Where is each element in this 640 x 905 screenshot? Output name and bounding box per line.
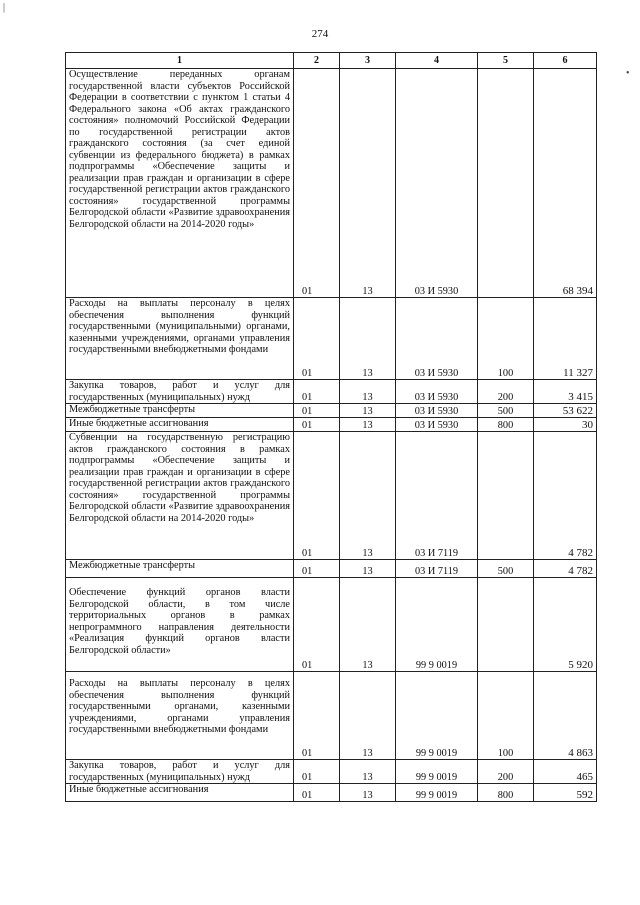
cell-target-article: 03 И 5930 [396, 418, 478, 432]
cell-amount: 53 622 [534, 404, 597, 418]
cell-expense-type [478, 432, 534, 560]
column-header: 5 [478, 53, 534, 69]
cell-expense-type: 500 [478, 404, 534, 418]
cell-name: Закупка товаров, работ и услуг для государственных (муниципальных) нужд [66, 760, 294, 784]
cell-subsection: 13 [340, 672, 396, 760]
table-row [66, 69, 597, 298]
cell-name: Осуществление переданных органам государственной власти субъектов Российской Федерации в соответствии с пунктом 1 статьи 4 Федерального закона «Об актах гражданского состояния» полномочий Российской Федерации по государственной регистрации актов гражданского состояния (за счет единой субвенции из федерального бюджета) в рамках подпрограммы «Обеспечение защиты и реализации прав граждан и организации в сфере государственной регистрации актов гражданского состояния» государственной программы Белгородской области «Развитие здравоохранения Белгородской области на 2014-2020 годы» [66, 69, 294, 298]
cell-name: Иные бюджетные ассигнования [66, 418, 294, 432]
table-row [66, 298, 597, 380]
cell-subsection: 13 [340, 784, 396, 802]
cell-section: 01 [294, 560, 340, 578]
column-header: 6 [534, 53, 597, 69]
cell-expense-type: 100 [478, 672, 534, 760]
stray-mark: • [626, 68, 630, 79]
cell-expense-type: 200 [478, 380, 534, 404]
cell-name: Обеспечение функций органов власти Белгородской области, в том числе территориальных органов в рамках непрограммного направления деятельности «Реализация функций органов власти Белгородской области» [66, 578, 294, 672]
table-row [66, 404, 597, 418]
table-row [66, 432, 597, 560]
column-header: 3 [340, 53, 396, 69]
table-row [66, 672, 597, 760]
cell-target-article: 03 И 5930 [396, 69, 478, 298]
column-header: 4 [396, 53, 478, 69]
cell-expense-type: 800 [478, 418, 534, 432]
cell-amount: 11 327 [534, 298, 597, 380]
page-number: 274 [311, 28, 329, 40]
cell-subsection: 13 [340, 418, 396, 432]
cell-name: Расходы на выплаты персоналу в целях обеспечения выполнения функций государственными (муниципальными) органами, казенными учреждениями, органами управления государственными внебюджетными фондами [66, 298, 294, 380]
table-row [66, 760, 597, 784]
cell-target-article: 99 9 0019 [396, 784, 478, 802]
cell-target-article: 03 И 5930 [396, 404, 478, 418]
cell-amount: 3 415 [534, 380, 597, 404]
cell-name: Расходы на выплаты персоналу в целях обеспечения выполнения функций государственными органами, казенными учреждениями, органами управления государственными внебюджетными фондами [66, 672, 294, 760]
cell-name: Закупка товаров, работ и услуг для государственных (муниципальных) нужд [66, 380, 294, 404]
table-row [66, 380, 597, 404]
budget-table [65, 52, 597, 802]
cell-section: 01 [294, 578, 340, 672]
cell-subsection: 13 [340, 760, 396, 784]
cell-target-article: 03 И 5930 [396, 380, 478, 404]
cell-section: 01 [294, 418, 340, 432]
table-header-row [66, 53, 597, 69]
cell-target-article: 03 И 7119 [396, 560, 478, 578]
cell-subsection: 13 [340, 432, 396, 560]
cell-section: 01 [294, 298, 340, 380]
cell-name: Иные бюджетные ассигнования [66, 784, 294, 802]
cell-expense-type [478, 69, 534, 298]
column-header: 2 [294, 53, 340, 69]
cell-section: 01 [294, 432, 340, 560]
cell-section: 01 [294, 672, 340, 760]
cell-section: 01 [294, 380, 340, 404]
table-row [66, 784, 597, 802]
cell-amount: 4 863 [534, 672, 597, 760]
cell-subsection: 13 [340, 380, 396, 404]
cell-subsection: 13 [340, 578, 396, 672]
cell-amount: 4 782 [534, 560, 597, 578]
cell-section: 01 [294, 760, 340, 784]
cell-expense-type: 200 [478, 760, 534, 784]
cell-amount: 592 [534, 784, 597, 802]
cell-expense-type: 100 [478, 298, 534, 380]
table-row [66, 560, 597, 578]
cell-target-article: 99 9 0019 [396, 672, 478, 760]
cell-amount: 68 394 [534, 69, 597, 298]
cell-amount: 5 920 [534, 578, 597, 672]
cell-expense-type: 500 [478, 560, 534, 578]
column-header: 1 [66, 53, 294, 69]
cell-target-article: 03 И 5930 [396, 298, 478, 380]
corner-mark: | [3, 2, 6, 13]
cell-subsection: 13 [340, 560, 396, 578]
cell-expense-type [478, 578, 534, 672]
cell-target-article: 99 9 0019 [396, 760, 478, 784]
cell-section: 01 [294, 784, 340, 802]
cell-amount: 30 [534, 418, 597, 432]
cell-section: 01 [294, 404, 340, 418]
cell-name: Межбюджетные трансферты [66, 404, 294, 418]
cell-subsection: 13 [340, 404, 396, 418]
cell-target-article: 03 И 7119 [396, 432, 478, 560]
cell-name: Межбюджетные трансферты [66, 560, 294, 578]
cell-target-article: 99 9 0019 [396, 578, 478, 672]
table-row [66, 418, 597, 432]
table-row [66, 578, 597, 672]
cell-amount: 4 782 [534, 432, 597, 560]
cell-amount: 465 [534, 760, 597, 784]
cell-section: 01 [294, 69, 340, 298]
cell-subsection: 13 [340, 69, 396, 298]
cell-name: Субвенции на государственную регистрацию актов гражданского состояния в рамках подпрограммы «Обеспечение защиты и реализации прав граждан и организации в сфере государственной регистрации актов гражданского состояния» государственной программы Белгородской области «Развитие здравоохранения Белгородской области на 2014-2020 годы» [66, 432, 294, 560]
cell-expense-type: 800 [478, 784, 534, 802]
cell-subsection: 13 [340, 298, 396, 380]
